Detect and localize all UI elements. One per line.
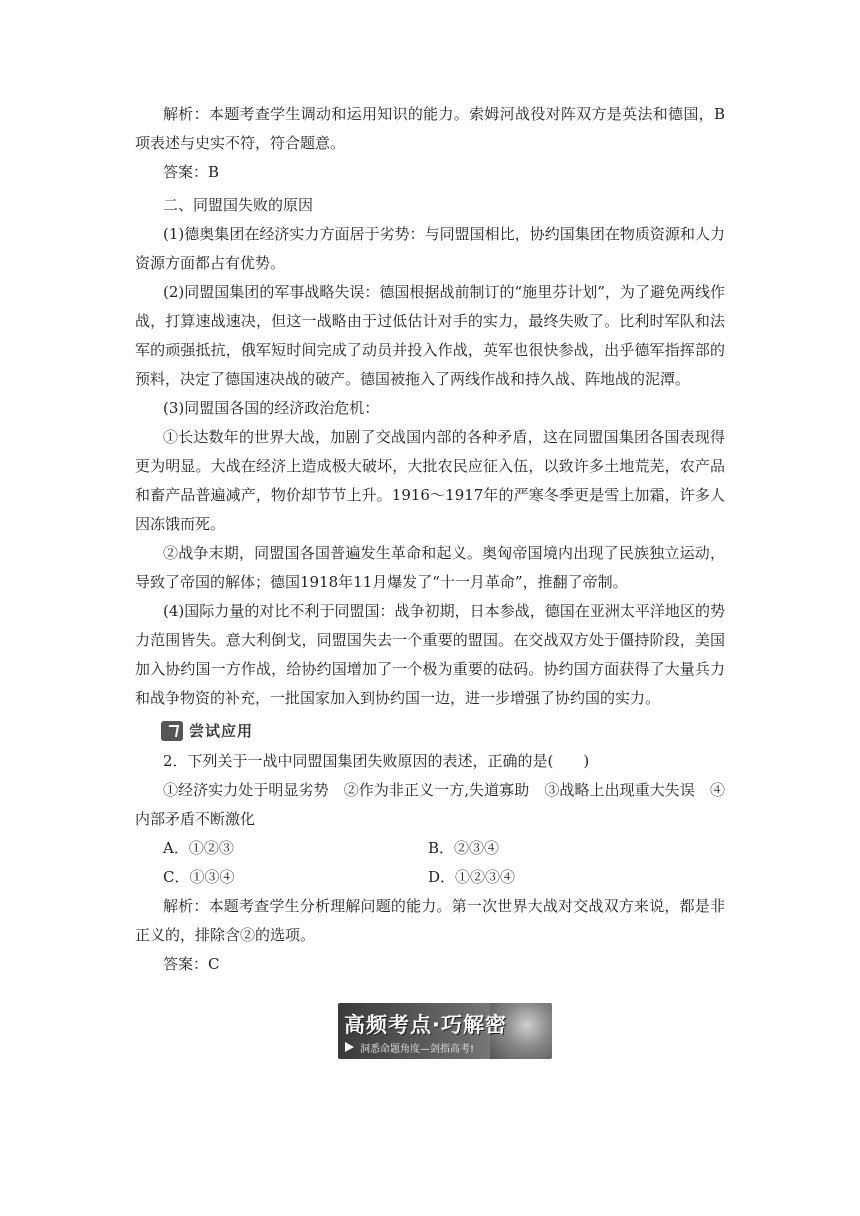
reason-paragraph-3-1: ①长达数年的世界大战，加剧了交战国内部的各种矛盾，这在同盟国集团各国表现得更为明显。大战在经济上造成极大破坏，大批农民应征入伍，以致许多土地荒芜，农产品和畜产品普遍减产，物价却节节上升。1916～1917年的严寒冬季更是雪上加霜，许多人因冻饿而死。 [135, 428, 725, 533]
option-a: A．①②③ [163, 839, 234, 857]
try-application-banner [161, 717, 725, 745]
banner-title: 高频考点·巧解密 [344, 1013, 507, 1037]
question-statements: ①经济实力处于明显劣势 ②作为非正义一方,失道寡助 ③战略上出现重大失误 ④内部矛盾不断激化 [135, 781, 725, 828]
answer-line: 答案：B [163, 163, 220, 181]
reason-paragraph-4: (4)国际力量的对比不利于同盟国：战争初期，日本参战，德国在亚洲太平洋地区的势力范围皆失。意大利倒戈，同盟国失去一个重要的盟国。在交战双方处于僵持阶段，美国加入协约国一方作战，给协约国增加了一个极为重要的砝码。协约国方面获得了大量兵力和战争物资的补充，一批国家加入到协约国一边，进一步增强了协约国的实力。 [135, 602, 725, 707]
question-answer: 答案：C [163, 955, 220, 973]
option-d: D．①②③④ [428, 868, 516, 886]
question-analysis: 解析：本题考查学生分析理解问题的能力。第一次世界大战对交战双方来说，都是非正义的，排除含②的选项。 [135, 897, 725, 944]
banner-subtitle: 洞悉命题角度—剑指高考! [360, 1044, 475, 1055]
reason-paragraph-3: (3)同盟国各国的经济政治危机： [163, 399, 380, 417]
option-c: C．①③④ [163, 868, 235, 886]
high-frequency-banner [338, 1003, 552, 1059]
option-b: B．②③④ [428, 839, 500, 857]
try-application-label: 尝试应用 [189, 721, 254, 740]
reason-paragraph-1: (1)德奥集团在经济实力方面居于劣势：与同盟国相比，协约国集团在物质资源和人力资源方面都占有优势。 [135, 225, 725, 272]
analysis-paragraph: 解析：本题考查学生调动和运用知识的能力。索姆河战役对阵双方是英法和德国，B项表述与史实不符，符合题意。 [135, 105, 725, 152]
reason-paragraph-3-2: ②战争末期，同盟国各国普遍发生革命和起义。奥匈帝国境内出现了民族独立运动，导致了帝国的解体；德国1918年11月爆发了“十一月革命”，推翻了帝制。 [135, 544, 725, 591]
pencil-icon [161, 721, 183, 741]
section-heading: 二、同盟国失败的原因 [163, 196, 314, 214]
document-content [135, 100, 725, 979]
arrow-right-icon [345, 1042, 354, 1052]
reason-paragraph-2: (2)同盟国集团的军事战略失误：德国根据战前制订的“施里芬计划”，为了避免两线作战，打算速战速决，但这一战略由于过低估计对手的实力，最终失败了。比利时军队和法军的顽强抵抗，俄军短时间完成了动员并投入作战，英军也很快参战，出乎德军指挥部的预料，决定了德国速决战的破产。德国被拖入了两线作战和持久战、阵地战的泥潭。 [135, 283, 725, 388]
answer-options [163, 834, 725, 892]
question-stem: 2．下列关于一战中同盟国集团失败原因的表述，正确的是( ) [163, 752, 590, 770]
